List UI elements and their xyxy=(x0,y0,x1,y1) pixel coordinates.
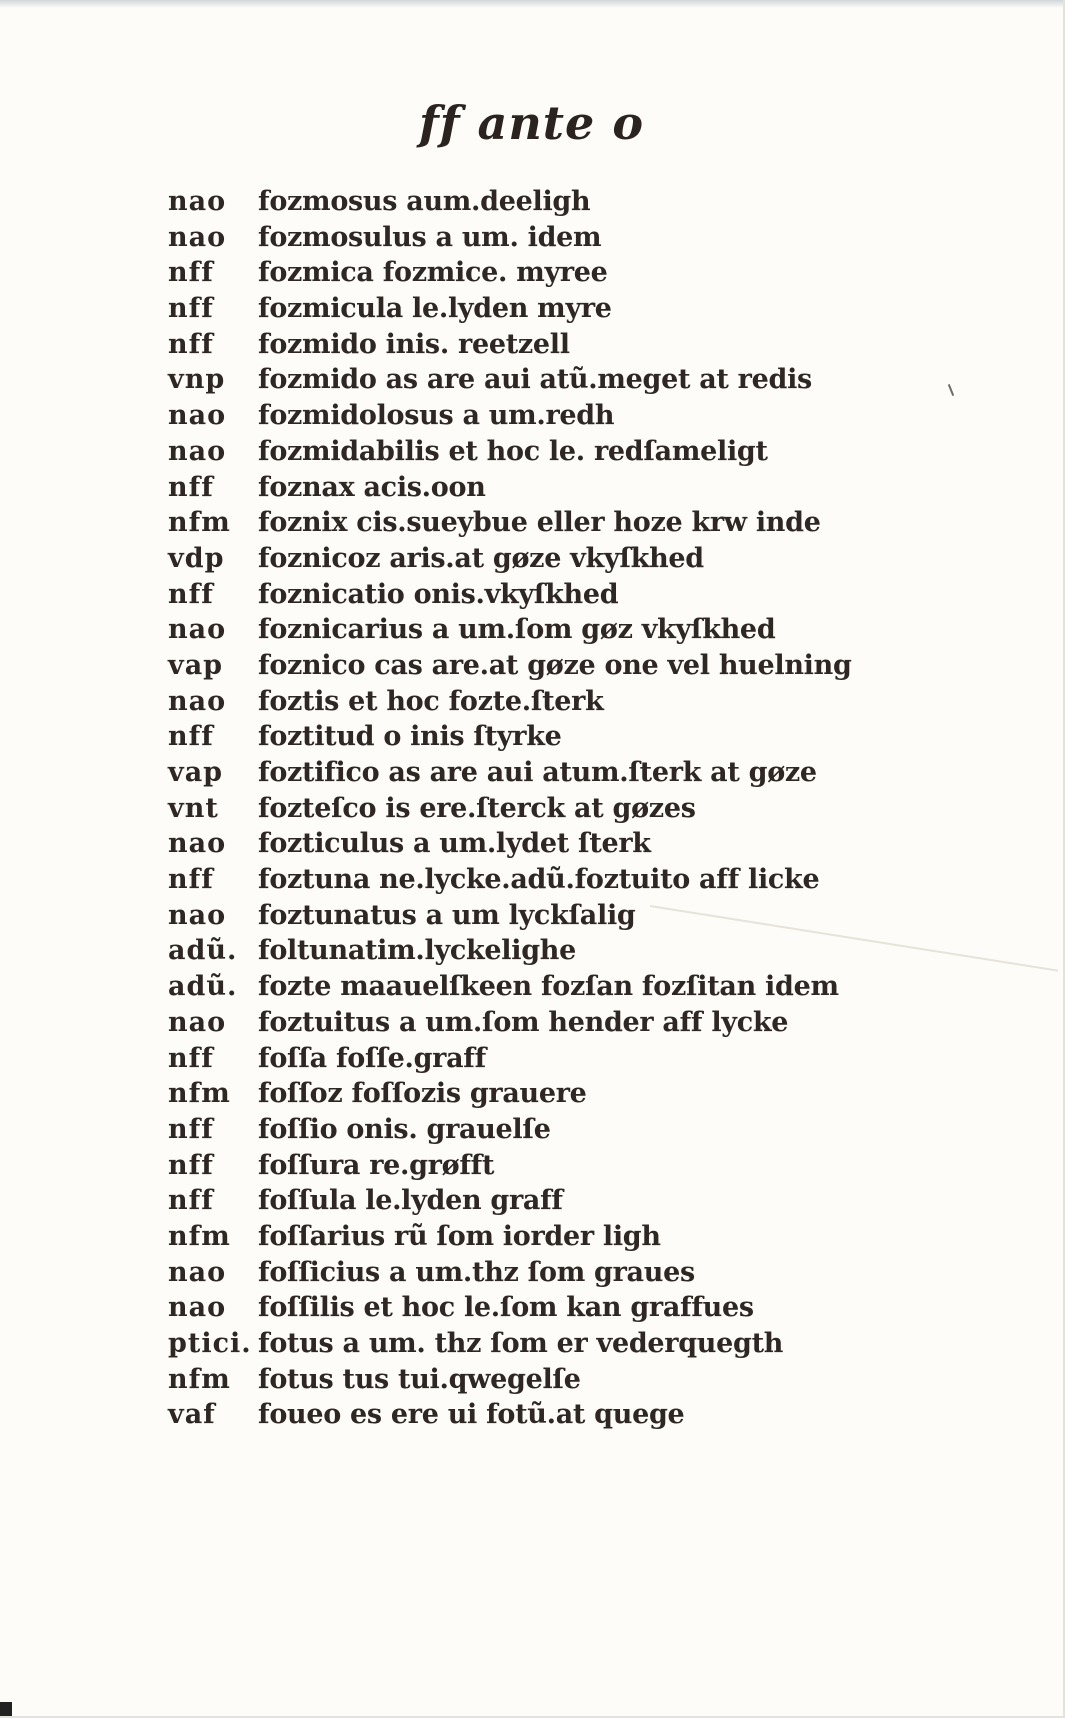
grammar-code: nfm xyxy=(168,1220,231,1252)
dictionary-entry xyxy=(168,543,1048,579)
dictionary-entry xyxy=(168,721,1048,757)
grammar-code: nff xyxy=(168,721,214,753)
grammar-code: vaf xyxy=(168,1399,216,1431)
entry-text: fozmosus aum.deeligh xyxy=(258,186,591,217)
grammar-code: nff xyxy=(168,864,214,896)
grammar-code: nff xyxy=(168,578,214,610)
entry-text: foſſoz foſſozis grauere xyxy=(258,1078,587,1110)
dictionary-entry xyxy=(168,436,1048,472)
grammar-code: vap xyxy=(168,649,224,681)
entry-text: foſſio onis. grauelſe xyxy=(258,1113,551,1145)
grammar-code: nao xyxy=(168,1006,227,1038)
grammar-code: nfm xyxy=(168,1363,231,1395)
entry-text: fozmicula le.lyden myre xyxy=(258,293,612,325)
entry-text: foztifico as are aui atum.ſterk at gøze xyxy=(258,757,817,788)
entry-text: foztuna ne.lycke.adũ.foztuito aff licke xyxy=(258,864,820,896)
dictionary-entry xyxy=(168,257,1048,293)
grammar-code: nao xyxy=(168,221,227,253)
grammar-code: nff xyxy=(168,1042,214,1074)
entry-text: fozteſco is ere.ſterck at gøzes xyxy=(258,792,696,824)
dictionary-entry xyxy=(168,186,1048,222)
grammar-code: vap xyxy=(168,757,224,788)
grammar-code: nfm xyxy=(168,507,231,539)
entry-text: fozmido inis. reetzell xyxy=(258,328,570,360)
grammar-code: adũ. xyxy=(168,971,238,1003)
entry-text: foſſula le.lyden graff xyxy=(258,1185,563,1217)
grammar-code: ptici. xyxy=(168,1328,252,1359)
grammar-code: nff xyxy=(168,1185,214,1217)
grammar-code: nao xyxy=(168,1292,227,1324)
entry-text: foltunatim.lyckelighe xyxy=(258,935,576,967)
grammar-code: nao xyxy=(168,1256,227,1288)
entry-text: foznicarius a um.ſom gøz vkyſkhed xyxy=(258,614,776,646)
grammar-code: nao xyxy=(168,614,227,646)
grammar-code: nff xyxy=(168,293,214,325)
grammar-code: nao xyxy=(168,400,227,432)
entry-text: foznico cas are.at gøze one vel huelning xyxy=(258,649,852,681)
grammar-code: nao xyxy=(168,685,227,717)
dictionary-entry xyxy=(168,793,1048,829)
entry-text: foznicoz aris.at gøze vkyſkhed xyxy=(258,542,704,574)
dictionary-entry xyxy=(168,507,1048,543)
entry-text: foſſura re.grøfft xyxy=(258,1149,495,1181)
dictionary-entry xyxy=(168,1292,1048,1328)
entry-text: foſſa foſſe.graff xyxy=(258,1042,486,1074)
dictionary-entry xyxy=(168,1007,1048,1043)
entry-text: foznax acis.oon xyxy=(258,471,486,503)
entry-text: foztuitus a um.ſom hender aff lycke xyxy=(258,1006,789,1038)
dictionary-entry xyxy=(168,650,1048,686)
entry-text: foſſicius a um.thz ſom graues xyxy=(258,1256,695,1288)
entry-text: fozmosulus a um. idem xyxy=(258,221,602,253)
dictionary-entry xyxy=(168,757,1048,793)
entry-text: fozmido as are aui atũ.meget at redis xyxy=(258,364,812,396)
dictionary-entry xyxy=(168,1399,1048,1435)
entry-text: foznicatio onis.vkyſkhed xyxy=(258,578,619,610)
grammar-code: nff xyxy=(168,328,214,360)
entry-text: fozmidabilis et hoc le. redſameligt xyxy=(258,435,768,467)
entry-text: foznix cis.sueybue eller hoze krw inde xyxy=(258,507,821,539)
page-top-edge xyxy=(0,0,1063,8)
entry-text: fozticulus a um.lydet ſterk xyxy=(258,828,651,860)
entry-text: foztitud o inis ſtyrke xyxy=(258,721,562,753)
entry-text: fozte maauelſkeen fozſan fozſitan idem xyxy=(258,971,839,1003)
dictionary-entry xyxy=(168,1150,1048,1186)
entry-text: foztunatus a um lyckſalig xyxy=(258,899,636,931)
dictionary-entry xyxy=(168,971,1048,1007)
entry-text: fotus a um. thz ſom er vederquegth xyxy=(258,1328,784,1359)
dictionary-entry xyxy=(168,222,1048,258)
dictionary-entry xyxy=(168,364,1048,400)
entry-text: foztis et hoc fozte.ſterk xyxy=(258,685,604,717)
entry-text: fozmidolosus a um.redh xyxy=(258,400,615,432)
dictionary-entry xyxy=(168,828,1048,864)
dictionary-entry xyxy=(168,900,1048,936)
grammar-code: nff xyxy=(168,471,214,503)
dictionary-entries xyxy=(168,186,1048,1435)
entry-text: fotus tus tui.qwegelſe xyxy=(258,1363,581,1395)
grammar-code: vnt xyxy=(168,792,219,824)
dictionary-entry xyxy=(168,686,1048,722)
dictionary-entry xyxy=(168,1043,1048,1079)
dictionary-entry xyxy=(168,935,1048,971)
dictionary-entry xyxy=(168,864,1048,900)
grammar-code: nao xyxy=(168,186,227,217)
entry-text: fozmica fozmice. myree xyxy=(258,257,608,289)
grammar-code: vnp xyxy=(168,364,226,396)
entry-text: foueo es ere ui fotũ.at quege xyxy=(258,1399,685,1431)
grammar-code: nff xyxy=(168,1149,214,1181)
grammar-code: adũ. xyxy=(168,935,238,967)
dictionary-entry xyxy=(168,614,1048,650)
page-heading: ff ante o xyxy=(418,96,645,150)
grammar-code: nao xyxy=(168,899,227,931)
dictionary-entry xyxy=(168,472,1048,508)
corner-mark xyxy=(0,1702,12,1718)
dictionary-entry xyxy=(168,1185,1048,1221)
grammar-code: vdp xyxy=(168,542,225,574)
dictionary-entry xyxy=(168,1114,1048,1150)
dictionary-entry xyxy=(168,1078,1048,1114)
dictionary-entry xyxy=(168,1364,1048,1400)
dictionary-entry xyxy=(168,1257,1048,1293)
dictionary-entry xyxy=(168,293,1048,329)
entry-text: foſſarius rũ ſom iorder ligh xyxy=(258,1220,661,1252)
entry-text: foſſilis et hoc le.ſom kan graffues xyxy=(258,1292,754,1324)
grammar-code: nff xyxy=(168,1113,214,1145)
dictionary-entry xyxy=(168,579,1048,615)
grammar-code: nfm xyxy=(168,1078,231,1110)
dictionary-entry xyxy=(168,329,1048,365)
grammar-code: nff xyxy=(168,257,214,289)
grammar-code: nao xyxy=(168,435,227,467)
grammar-code: nao xyxy=(168,828,227,860)
dictionary-entry xyxy=(168,1221,1048,1257)
dictionary-entry xyxy=(168,400,1048,436)
dictionary-entry xyxy=(168,1328,1048,1364)
